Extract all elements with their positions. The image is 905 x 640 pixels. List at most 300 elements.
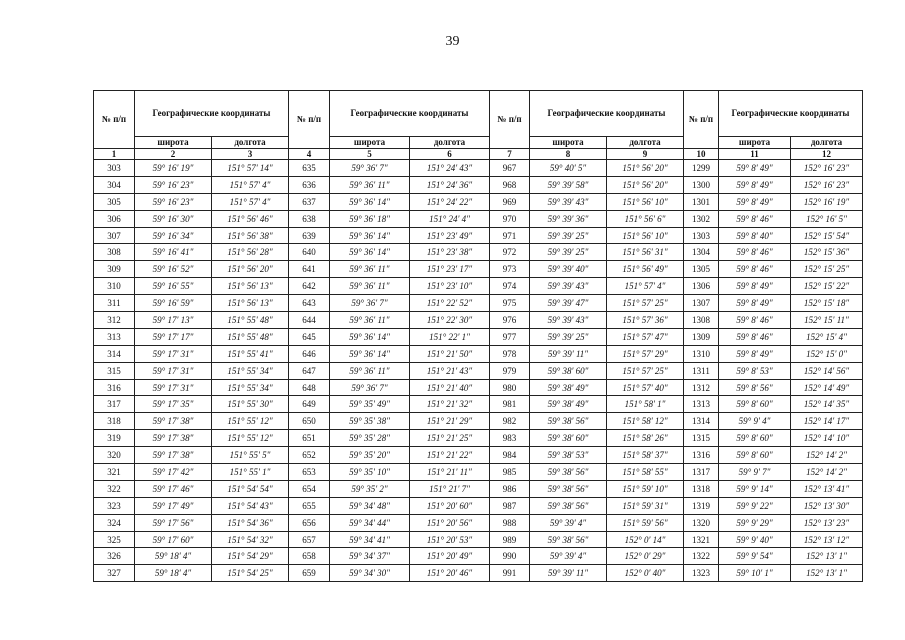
point-number: 641 bbox=[289, 261, 330, 278]
latitude-cell: 59° 17' 56" bbox=[135, 514, 212, 531]
longitude-cell: 151° 56' 6" bbox=[607, 210, 684, 227]
latitude-header: широта bbox=[719, 137, 791, 149]
latitude-cell: 59° 8' 60" bbox=[719, 447, 791, 464]
point-number: 654 bbox=[289, 480, 330, 497]
point-number: 307 bbox=[94, 227, 135, 244]
latitude-cell: 59° 38' 56" bbox=[530, 497, 607, 514]
latitude-cell: 59° 38' 60" bbox=[530, 430, 607, 447]
longitude-cell: 151° 58' 55" bbox=[607, 464, 684, 481]
point-number: 1308 bbox=[684, 312, 719, 329]
point-number: 974 bbox=[490, 278, 530, 295]
point-number: 644 bbox=[289, 312, 330, 329]
longitude-cell: 152° 15' 11" bbox=[791, 312, 863, 329]
latitude-cell: 59° 36' 7" bbox=[330, 379, 410, 396]
point-number: 1315 bbox=[684, 430, 719, 447]
longitude-cell: 151° 55' 41" bbox=[212, 345, 289, 362]
point-number: 1313 bbox=[684, 396, 719, 413]
latitude-cell: 59° 35' 2" bbox=[330, 480, 410, 497]
num-header: № п/п bbox=[490, 91, 530, 149]
longitude-cell: 151° 57' 4" bbox=[212, 193, 289, 210]
point-number: 317 bbox=[94, 396, 135, 413]
longitude-cell: 152° 13' 30" bbox=[791, 497, 863, 514]
table-row bbox=[94, 497, 863, 514]
latitude-cell: 59° 38' 53" bbox=[530, 447, 607, 464]
latitude-cell: 59° 9' 54" bbox=[719, 548, 791, 565]
point-number: 1305 bbox=[684, 261, 719, 278]
coords-group-header: Географические координаты bbox=[135, 91, 289, 137]
latitude-cell: 59° 35' 20" bbox=[330, 447, 410, 464]
latitude-cell: 59° 35' 49" bbox=[330, 396, 410, 413]
point-number: 635 bbox=[289, 160, 330, 177]
latitude-cell: 59° 39' 36" bbox=[530, 210, 607, 227]
longitude-cell: 151° 57' 25" bbox=[607, 295, 684, 312]
point-number: 312 bbox=[94, 312, 135, 329]
longitude-header: долгота bbox=[607, 137, 684, 149]
point-number: 978 bbox=[490, 345, 530, 362]
point-number: 319 bbox=[94, 430, 135, 447]
longitude-cell: 151° 54' 25" bbox=[212, 565, 289, 582]
longitude-cell: 151° 56' 13" bbox=[212, 278, 289, 295]
longitude-cell: 151° 58' 1" bbox=[607, 396, 684, 413]
latitude-cell: 59° 16' 55" bbox=[135, 278, 212, 295]
table-row bbox=[94, 193, 863, 210]
point-number: 649 bbox=[289, 396, 330, 413]
column-number: 6 bbox=[410, 149, 490, 160]
latitude-cell: 59° 8' 49" bbox=[719, 176, 791, 193]
latitude-header: широта bbox=[330, 137, 410, 149]
point-number: 306 bbox=[94, 210, 135, 227]
latitude-cell: 59° 8' 46" bbox=[719, 244, 791, 261]
longitude-cell: 151° 58' 12" bbox=[607, 413, 684, 430]
latitude-cell: 59° 36' 14" bbox=[330, 244, 410, 261]
point-number: 1323 bbox=[684, 565, 719, 582]
longitude-cell: 152° 0' 14" bbox=[607, 531, 684, 548]
latitude-cell: 59° 35' 28" bbox=[330, 430, 410, 447]
column-number: 7 bbox=[490, 149, 530, 160]
longitude-cell: 151° 21' 40" bbox=[410, 379, 490, 396]
longitude-cell: 152° 13' 41" bbox=[791, 480, 863, 497]
point-number: 975 bbox=[490, 295, 530, 312]
latitude-cell: 59° 36' 11" bbox=[330, 261, 410, 278]
point-number: 983 bbox=[490, 430, 530, 447]
point-number: 1317 bbox=[684, 464, 719, 481]
point-number: 643 bbox=[289, 295, 330, 312]
longitude-cell: 151° 21' 32" bbox=[410, 396, 490, 413]
point-number: 638 bbox=[289, 210, 330, 227]
point-number: 659 bbox=[289, 565, 330, 582]
latitude-cell: 59° 16' 41" bbox=[135, 244, 212, 261]
longitude-cell: 151° 23' 49" bbox=[410, 227, 490, 244]
longitude-cell: 151° 56' 31" bbox=[607, 244, 684, 261]
longitude-cell: 151° 59' 31" bbox=[607, 497, 684, 514]
point-number: 648 bbox=[289, 379, 330, 396]
column-number: 10 bbox=[684, 149, 719, 160]
point-number: 1304 bbox=[684, 244, 719, 261]
latitude-cell: 59° 39' 4" bbox=[530, 548, 607, 565]
point-number: 1307 bbox=[684, 295, 719, 312]
point-number: 1318 bbox=[684, 480, 719, 497]
latitude-cell: 59° 38' 49" bbox=[530, 396, 607, 413]
latitude-cell: 59° 17' 35" bbox=[135, 396, 212, 413]
column-number: 1 bbox=[94, 149, 135, 160]
longitude-cell: 151° 56' 10" bbox=[607, 227, 684, 244]
point-number: 639 bbox=[289, 227, 330, 244]
longitude-cell: 151° 57' 4" bbox=[607, 278, 684, 295]
point-number: 979 bbox=[490, 362, 530, 379]
latitude-header: широта bbox=[530, 137, 607, 149]
latitude-cell: 59° 9' 40" bbox=[719, 531, 791, 548]
latitude-cell: 59° 9' 4" bbox=[719, 413, 791, 430]
coordinates-table bbox=[93, 90, 863, 582]
point-number: 1306 bbox=[684, 278, 719, 295]
latitude-cell: 59° 36' 14" bbox=[330, 328, 410, 345]
point-number: 990 bbox=[490, 548, 530, 565]
longitude-cell: 152° 15' 22" bbox=[791, 278, 863, 295]
table-row bbox=[94, 210, 863, 227]
point-number: 985 bbox=[490, 464, 530, 481]
latitude-cell: 59° 38' 60" bbox=[530, 362, 607, 379]
point-number: 303 bbox=[94, 160, 135, 177]
longitude-cell: 151° 55' 48" bbox=[212, 328, 289, 345]
latitude-cell: 59° 36' 11" bbox=[330, 176, 410, 193]
point-number: 1310 bbox=[684, 345, 719, 362]
latitude-cell: 59° 17' 38" bbox=[135, 430, 212, 447]
latitude-cell: 59° 36' 11" bbox=[330, 278, 410, 295]
latitude-cell: 59° 34' 41" bbox=[330, 531, 410, 548]
longitude-cell: 151° 55' 48" bbox=[212, 312, 289, 329]
latitude-cell: 59° 8' 60" bbox=[719, 430, 791, 447]
point-number: 970 bbox=[490, 210, 530, 227]
latitude-header: широта bbox=[135, 137, 212, 149]
point-number: 655 bbox=[289, 497, 330, 514]
table-row bbox=[94, 176, 863, 193]
point-number: 656 bbox=[289, 514, 330, 531]
table-row bbox=[94, 464, 863, 481]
longitude-cell: 152° 16' 19" bbox=[791, 193, 863, 210]
latitude-cell: 59° 38' 56" bbox=[530, 480, 607, 497]
column-number: 5 bbox=[330, 149, 410, 160]
table-row bbox=[94, 480, 863, 497]
coords-group-header: Географические координаты bbox=[530, 91, 684, 137]
latitude-cell: 59° 17' 31" bbox=[135, 362, 212, 379]
longitude-cell: 151° 56' 20" bbox=[607, 160, 684, 177]
point-number: 645 bbox=[289, 328, 330, 345]
latitude-cell: 59° 34' 37" bbox=[330, 548, 410, 565]
longitude-cell: 152° 14' 2" bbox=[791, 447, 863, 464]
latitude-cell: 59° 36' 18" bbox=[330, 210, 410, 227]
latitude-cell: 59° 9' 29" bbox=[719, 514, 791, 531]
latitude-cell: 59° 8' 46" bbox=[719, 261, 791, 278]
longitude-cell: 151° 57' 29" bbox=[607, 345, 684, 362]
table-row bbox=[94, 312, 863, 329]
longitude-cell: 151° 56' 10" bbox=[607, 193, 684, 210]
latitude-cell: 59° 36' 14" bbox=[330, 227, 410, 244]
longitude-cell: 151° 21' 11" bbox=[410, 464, 490, 481]
latitude-cell: 59° 8' 46" bbox=[719, 312, 791, 329]
longitude-cell: 152° 15' 25" bbox=[791, 261, 863, 278]
latitude-cell: 59° 38' 49" bbox=[530, 379, 607, 396]
table-row bbox=[94, 447, 863, 464]
longitude-cell: 151° 58' 26" bbox=[607, 430, 684, 447]
latitude-cell: 59° 38' 56" bbox=[530, 413, 607, 430]
longitude-cell: 151° 57' 40" bbox=[607, 379, 684, 396]
longitude-cell: 151° 57' 36" bbox=[607, 312, 684, 329]
longitude-cell: 151° 54' 43" bbox=[212, 497, 289, 514]
longitude-cell: 151° 57' 14" bbox=[212, 160, 289, 177]
point-number: 972 bbox=[490, 244, 530, 261]
coords-group-header: Географические координаты bbox=[719, 91, 863, 137]
column-number: 12 bbox=[791, 149, 863, 160]
latitude-cell: 59° 17' 42" bbox=[135, 464, 212, 481]
point-number: 1320 bbox=[684, 514, 719, 531]
point-number: 640 bbox=[289, 244, 330, 261]
point-number: 652 bbox=[289, 447, 330, 464]
latitude-cell: 59° 8' 49" bbox=[719, 345, 791, 362]
point-number: 988 bbox=[490, 514, 530, 531]
point-number: 327 bbox=[94, 565, 135, 582]
point-number: 647 bbox=[289, 362, 330, 379]
longitude-cell: 151° 54' 54" bbox=[212, 480, 289, 497]
longitude-cell: 151° 21' 43" bbox=[410, 362, 490, 379]
point-number: 657 bbox=[289, 531, 330, 548]
longitude-cell: 152° 0' 29" bbox=[607, 548, 684, 565]
latitude-cell: 59° 39' 43" bbox=[530, 278, 607, 295]
longitude-cell: 152° 0' 40" bbox=[607, 565, 684, 582]
longitude-cell: 151° 57' 47" bbox=[607, 328, 684, 345]
longitude-cell: 151° 56' 20" bbox=[607, 176, 684, 193]
column-number: 9 bbox=[607, 149, 684, 160]
longitude-cell: 151° 57' 4" bbox=[212, 176, 289, 193]
longitude-cell: 151° 54' 36" bbox=[212, 514, 289, 531]
table-row bbox=[94, 295, 863, 312]
longitude-cell: 152° 14' 35" bbox=[791, 396, 863, 413]
point-number: 653 bbox=[289, 464, 330, 481]
point-number: 651 bbox=[289, 430, 330, 447]
point-number: 650 bbox=[289, 413, 330, 430]
point-number: 637 bbox=[289, 193, 330, 210]
latitude-cell: 59° 16' 34" bbox=[135, 227, 212, 244]
longitude-cell: 151° 56' 38" bbox=[212, 227, 289, 244]
point-number: 305 bbox=[94, 193, 135, 210]
point-number: 1312 bbox=[684, 379, 719, 396]
point-number: 642 bbox=[289, 278, 330, 295]
latitude-cell: 59° 16' 52" bbox=[135, 261, 212, 278]
longitude-cell: 151° 21' 29" bbox=[410, 413, 490, 430]
latitude-cell: 59° 40' 5" bbox=[530, 160, 607, 177]
latitude-cell: 59° 17' 38" bbox=[135, 447, 212, 464]
table-row bbox=[94, 531, 863, 548]
point-number: 1303 bbox=[684, 227, 719, 244]
column-number: 4 bbox=[289, 149, 330, 160]
latitude-cell: 59° 34' 48" bbox=[330, 497, 410, 514]
longitude-cell: 151° 24' 36" bbox=[410, 176, 490, 193]
longitude-cell: 152° 16' 23" bbox=[791, 176, 863, 193]
longitude-cell: 151° 23' 38" bbox=[410, 244, 490, 261]
longitude-cell: 151° 24' 43" bbox=[410, 160, 490, 177]
num-header: № п/п bbox=[684, 91, 719, 149]
longitude-cell: 151° 20' 53" bbox=[410, 531, 490, 548]
table-row bbox=[94, 565, 863, 582]
point-number: 324 bbox=[94, 514, 135, 531]
table-row bbox=[94, 379, 863, 396]
point-number: 658 bbox=[289, 548, 330, 565]
longitude-cell: 151° 22' 1" bbox=[410, 328, 490, 345]
column-number: 11 bbox=[719, 149, 791, 160]
table-row bbox=[94, 413, 863, 430]
point-number: 316 bbox=[94, 379, 135, 396]
point-number: 315 bbox=[94, 362, 135, 379]
longitude-cell: 151° 21' 25" bbox=[410, 430, 490, 447]
point-number: 982 bbox=[490, 413, 530, 430]
num-header: № п/п bbox=[94, 91, 135, 149]
point-number: 977 bbox=[490, 328, 530, 345]
latitude-cell: 59° 17' 31" bbox=[135, 379, 212, 396]
point-number: 304 bbox=[94, 176, 135, 193]
table-row bbox=[94, 396, 863, 413]
longitude-cell: 152° 15' 54" bbox=[791, 227, 863, 244]
latitude-cell: 59° 8' 46" bbox=[719, 328, 791, 345]
point-number: 973 bbox=[490, 261, 530, 278]
point-number: 981 bbox=[490, 396, 530, 413]
latitude-cell: 59° 39' 11" bbox=[530, 565, 607, 582]
latitude-cell: 59° 35' 10" bbox=[330, 464, 410, 481]
longitude-cell: 151° 23' 17" bbox=[410, 261, 490, 278]
point-number: 318 bbox=[94, 413, 135, 430]
longitude-cell: 151° 57' 25" bbox=[607, 362, 684, 379]
latitude-cell: 59° 8' 40" bbox=[719, 227, 791, 244]
latitude-cell: 59° 39' 43" bbox=[530, 312, 607, 329]
latitude-cell: 59° 8' 49" bbox=[719, 193, 791, 210]
longitude-cell: 152° 13' 1" bbox=[791, 548, 863, 565]
latitude-cell: 59° 16' 30" bbox=[135, 210, 212, 227]
point-number: 1302 bbox=[684, 210, 719, 227]
point-number: 984 bbox=[490, 447, 530, 464]
longitude-header: долгота bbox=[791, 137, 863, 149]
point-number: 1322 bbox=[684, 548, 719, 565]
longitude-cell: 152° 14' 2" bbox=[791, 464, 863, 481]
latitude-cell: 59° 34' 30" bbox=[330, 565, 410, 582]
point-number: 1314 bbox=[684, 413, 719, 430]
longitude-cell: 151° 54' 29" bbox=[212, 548, 289, 565]
latitude-cell: 59° 17' 60" bbox=[135, 531, 212, 548]
table-row bbox=[94, 430, 863, 447]
column-number: 3 bbox=[212, 149, 289, 160]
latitude-cell: 59° 38' 56" bbox=[530, 464, 607, 481]
latitude-cell: 59° 17' 31" bbox=[135, 345, 212, 362]
longitude-cell: 152° 14' 17" bbox=[791, 413, 863, 430]
latitude-cell: 59° 8' 53" bbox=[719, 362, 791, 379]
latitude-cell: 59° 18' 4" bbox=[135, 565, 212, 582]
latitude-cell: 59° 17' 46" bbox=[135, 480, 212, 497]
point-number: 323 bbox=[94, 497, 135, 514]
point-number: 1316 bbox=[684, 447, 719, 464]
latitude-cell: 59° 36' 7" bbox=[330, 295, 410, 312]
latitude-cell: 59° 39' 47" bbox=[530, 295, 607, 312]
longitude-cell: 151° 55' 12" bbox=[212, 430, 289, 447]
longitude-cell: 151° 22' 30" bbox=[410, 312, 490, 329]
longitude-cell: 152° 15' 18" bbox=[791, 295, 863, 312]
table-row bbox=[94, 328, 863, 345]
longitude-cell: 152° 13' 12" bbox=[791, 531, 863, 548]
longitude-cell: 152° 14' 49" bbox=[791, 379, 863, 396]
latitude-cell: 59° 16' 59" bbox=[135, 295, 212, 312]
point-number: 969 bbox=[490, 193, 530, 210]
longitude-cell: 151° 55' 34" bbox=[212, 362, 289, 379]
longitude-cell: 151° 54' 32" bbox=[212, 531, 289, 548]
latitude-cell: 59° 39' 25" bbox=[530, 328, 607, 345]
longitude-cell: 151° 55' 1" bbox=[212, 464, 289, 481]
latitude-cell: 59° 39' 25" bbox=[530, 227, 607, 244]
latitude-cell: 59° 8' 46" bbox=[719, 210, 791, 227]
latitude-cell: 59° 8' 60" bbox=[719, 396, 791, 413]
longitude-cell: 151° 56' 46" bbox=[212, 210, 289, 227]
latitude-cell: 59° 8' 49" bbox=[719, 278, 791, 295]
longitude-cell: 151° 23' 10" bbox=[410, 278, 490, 295]
longitude-cell: 152° 16' 23" bbox=[791, 160, 863, 177]
longitude-cell: 152° 15' 36" bbox=[791, 244, 863, 261]
latitude-cell: 59° 8' 49" bbox=[719, 295, 791, 312]
longitude-cell: 152° 14' 10" bbox=[791, 430, 863, 447]
latitude-cell: 59° 16' 23" bbox=[135, 176, 212, 193]
latitude-cell: 59° 39' 4" bbox=[530, 514, 607, 531]
latitude-cell: 59° 8' 56" bbox=[719, 379, 791, 396]
longitude-cell: 152° 13' 23" bbox=[791, 514, 863, 531]
table-row bbox=[94, 227, 863, 244]
latitude-cell: 59° 18' 4" bbox=[135, 548, 212, 565]
point-number: 976 bbox=[490, 312, 530, 329]
point-number: 1311 bbox=[684, 362, 719, 379]
latitude-cell: 59° 16' 19" bbox=[135, 160, 212, 177]
latitude-cell: 59° 38' 56" bbox=[530, 531, 607, 548]
longitude-cell: 152° 15' 4" bbox=[791, 328, 863, 345]
longitude-cell: 151° 22' 52" bbox=[410, 295, 490, 312]
latitude-cell: 59° 9' 22" bbox=[719, 497, 791, 514]
longitude-cell: 151° 55' 34" bbox=[212, 379, 289, 396]
column-number: 8 bbox=[530, 149, 607, 160]
column-number: 2 bbox=[135, 149, 212, 160]
point-number: 311 bbox=[94, 295, 135, 312]
point-number: 980 bbox=[490, 379, 530, 396]
point-number: 636 bbox=[289, 176, 330, 193]
table-row bbox=[94, 548, 863, 565]
longitude-cell: 151° 58' 37" bbox=[607, 447, 684, 464]
point-number: 314 bbox=[94, 345, 135, 362]
longitude-cell: 151° 24' 22" bbox=[410, 193, 490, 210]
longitude-cell: 151° 56' 28" bbox=[212, 244, 289, 261]
table-row bbox=[94, 244, 863, 261]
point-number: 313 bbox=[94, 328, 135, 345]
longitude-cell: 151° 21' 50" bbox=[410, 345, 490, 362]
latitude-cell: 59° 36' 14" bbox=[330, 345, 410, 362]
longitude-cell: 152° 16' 5" bbox=[791, 210, 863, 227]
latitude-cell: 59° 39' 25" bbox=[530, 244, 607, 261]
table-row bbox=[94, 278, 863, 295]
latitude-cell: 59° 9' 14" bbox=[719, 480, 791, 497]
longitude-cell: 151° 20' 60" bbox=[410, 497, 490, 514]
latitude-cell: 59° 36' 11" bbox=[330, 312, 410, 329]
latitude-cell: 59° 34' 44" bbox=[330, 514, 410, 531]
latitude-cell: 59° 17' 38" bbox=[135, 413, 212, 430]
longitude-cell: 151° 56' 20" bbox=[212, 261, 289, 278]
latitude-cell: 59° 16' 23" bbox=[135, 193, 212, 210]
longitude-cell: 152° 13' 1" bbox=[791, 565, 863, 582]
latitude-cell: 59° 17' 13" bbox=[135, 312, 212, 329]
point-number: 986 bbox=[490, 480, 530, 497]
point-number: 971 bbox=[490, 227, 530, 244]
longitude-header: долгота bbox=[212, 137, 289, 149]
latitude-cell: 59° 10' 1" bbox=[719, 565, 791, 582]
longitude-cell: 151° 20' 49" bbox=[410, 548, 490, 565]
